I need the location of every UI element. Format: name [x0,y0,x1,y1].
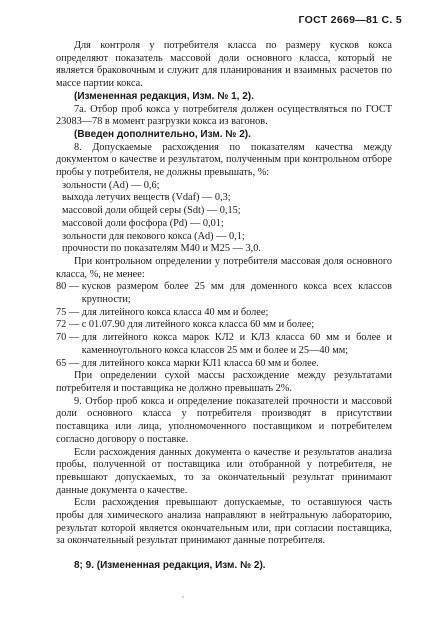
page-header: ГОСТ 2669—81 С. 5 [298,14,402,26]
amendment-note: (Введен дополнительно, Изм. № 2). [74,128,251,140]
list-item: прочности по показателям М40 и М25 — 3,0. [62,243,261,255]
paragraph-control-definition: При контрольном определении у потребителя массовая доля основного класса, %, не менее: [56,255,392,280]
paragraph-discrepancy-exceed: Если расхождения превышают допускаемые, то оставшуюся часть пробы для химического анализа направляют в нейтральную лабораторию, результат которой является окончательным или, при согласии поставщика, за окончательный результат принимают данные потребителя. [56,497,392,547]
document-body [56,40,392,573]
list-item-number: 72 — [56,319,82,331]
list-item [56,319,392,332]
list-item [56,358,392,371]
paragraph-dry-mass: При определении сухой массы расхождение между результатами потребителя и поставщика не должно превышать 2%. [56,370,392,394]
paragraph-9: 9. Отбор проб кокса и определение показателей прочности и массовой доли основного класса у потребителя производят в присутствии поставщика или лица, уполномоченного поставщиком и потребителем согласно договору о поставке. [56,395,392,445]
scan-speck: , [182,590,184,599]
list-item-text: для литейного кокса класса 40 мм и более; [81,306,269,318]
list-item-number: 70 — [56,332,82,344]
list-item: выхода летучих веществ (Vdaf) — 0,3; [62,192,231,204]
list-item-text: для литейного кокса марок КЛ2 и КЛЗ класса 60 мм и более и каменноугольного кокса классов 25 мм и более и 25—40 мм; [81,332,392,356]
paragraph-7a: 7а. Отбор проб кокса у потребителя должен осуществляться по ГОСТ 23083—78 в момент разгрузки кокса из вагонов. [56,103,392,128]
list-item-number: 80 — [56,281,82,293]
list-item-number: 75 — [56,306,82,318]
list-item: массовой доли общей серы (Sdt) — 0,15; [62,205,241,217]
list-item-text: кусков размером более 25 мм для доменного кокса всех классов крупности; [81,281,392,306]
paragraph-8: 8. Допускаемые расхождения по показателям качества между документом о качестве и результатом, полученным при контрольном отборе пробы у потребителя, не должны превышать, %: [56,141,392,179]
list-item-text: с 01.07.90 для литейного кокса класса 60 мм и более; [81,319,315,331]
list-item: массовой доли фосфора (Pd) — 0,01; [62,217,224,229]
list-item [56,281,392,306]
list-item: зольности (Ad) — 0,6; [62,179,160,191]
amendment-note: 8; 9. (Измененная редакция, Изм. № 2). [74,560,266,572]
amendment-note: (Измененная редакция, Изм. № 1, 2). [74,90,254,102]
list-item: зольности для пекового кокса (Ad) — 0,1; [62,230,245,242]
list-item-number: 65 — [56,357,82,369]
list-item [56,332,392,357]
list-item [56,307,392,320]
paragraph-class-control: Для контроля у потребителя класса по размеру кусков кокса определяют показатель массовой доли основного класса, который не является браковочным и служит для планирования и взаимных расчетов по массе партии кокса. [56,40,392,90]
paragraph-discrepancy-within: Если расхождения данных документа о качестве и результатов анализа пробы, полученной от поставщика или отобранной у потребителя, не превышают допускаемых, то за окончательный результат принимают данные документа о качестве. [56,446,392,496]
list-item-text: для литейного кокса марки КЛ1 класса 60 мм и более. [81,357,319,369]
